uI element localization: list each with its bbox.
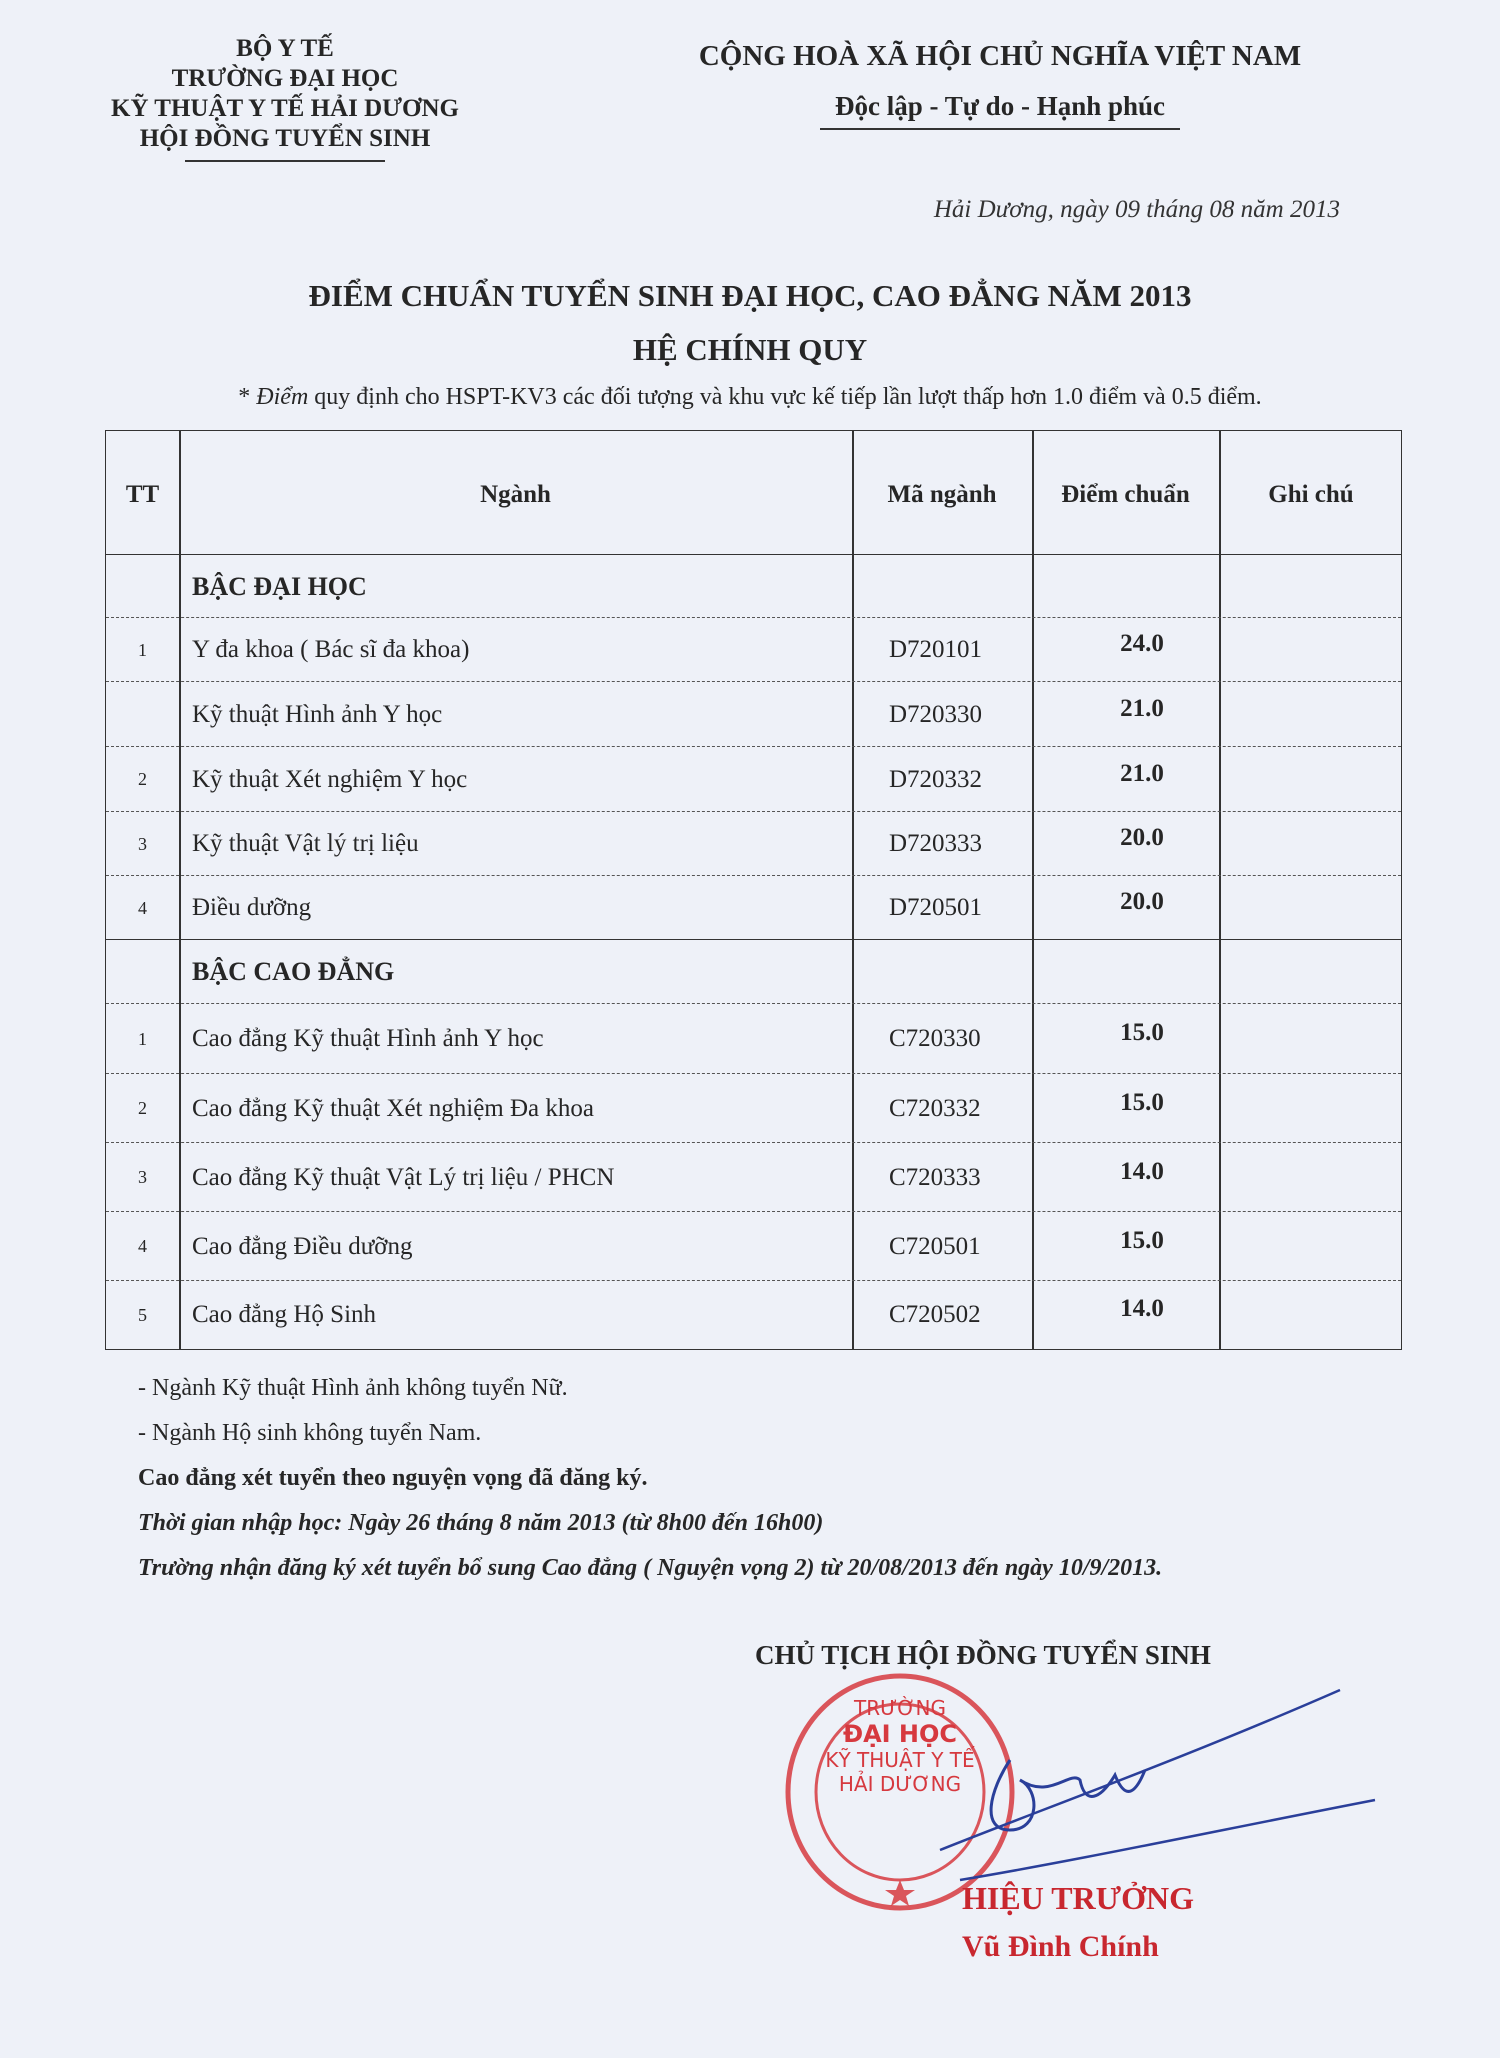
national-motto: Độc lập - Tự do - Hạnh phúc bbox=[834, 91, 1166, 121]
table-row bbox=[106, 1281, 1401, 1349]
note-supplementary-registration: Trường nhận đăng ký xét tuyển bổ sung Cao đẳng ( Nguyện vọng 2) từ 20/08/2013 đến ngày 10/9/2013. bbox=[138, 1555, 1163, 1581]
row-major: Cao đẳng Kỹ thuật Hình ảnh Y học bbox=[192, 1025, 544, 1052]
table-row bbox=[106, 876, 1401, 940]
table-row bbox=[106, 747, 1401, 812]
row-code: C720501 bbox=[889, 1232, 981, 1260]
section-title-cao-dang: BẬC CAO ĐẲNG bbox=[192, 957, 395, 986]
score-note-prefix: * bbox=[238, 384, 257, 410]
row-major: Cao đẳng Hộ Sinh bbox=[192, 1301, 377, 1328]
row-major: Điều dưỡng bbox=[192, 894, 312, 921]
score-note-emphasis: Điểm bbox=[256, 384, 309, 410]
section-title-dai-hoc: BẬC ĐẠI HỌC bbox=[192, 571, 367, 601]
signer-position: HIỆU TRƯỞNG bbox=[962, 1880, 1195, 1916]
score-note-text: quy định cho HSPT-KV3 các đối tượng và khu vực kế tiếp lần lượt thấp hơn 1.0 điểm và 0.5 điểm. bbox=[308, 384, 1262, 410]
row-major: Cao đẳng Kỹ thuật Xét nghiệm Đa khoa bbox=[192, 1094, 594, 1122]
row-code: C720333 bbox=[889, 1163, 981, 1191]
row-score: 15.0 bbox=[1120, 1226, 1164, 1254]
stamp-line3: KỸ THUẬT Y TẾ bbox=[825, 1748, 975, 1772]
row-score: 24.0 bbox=[1120, 630, 1164, 657]
row-code: C720502 bbox=[889, 1301, 981, 1328]
row-score: 21.0 bbox=[1120, 694, 1164, 722]
table-row bbox=[106, 812, 1401, 876]
header-ma-nganh: Mã ngành bbox=[887, 481, 997, 508]
row-code: D720332 bbox=[889, 765, 983, 793]
note-imaging-no-female: - Ngành Kỹ thuật Hình ảnh không tuyển Nữ. bbox=[138, 1375, 568, 1401]
stamp-line2: ĐẠI HỌC bbox=[842, 1720, 958, 1748]
row-score: 14.0 bbox=[1120, 1295, 1164, 1322]
row-score: 20.0 bbox=[1120, 888, 1164, 915]
issuer-school-line2: KỸ THUẬT Y TẾ HẢI DƯƠNG bbox=[111, 95, 459, 122]
row-tt: 2 bbox=[138, 769, 147, 789]
section-row-dai-hoc bbox=[106, 555, 1401, 618]
signature bbox=[920, 1680, 1380, 1890]
row-major: Kỹ thuật Vật lý trị liệu bbox=[192, 830, 419, 857]
stamp-line1: TRƯỜNG bbox=[854, 1696, 946, 1720]
row-tt: 1 bbox=[138, 1028, 147, 1049]
row-tt: 4 bbox=[138, 1236, 147, 1256]
footer-notes bbox=[138, 1366, 1438, 1591]
national-header bbox=[560, 38, 1440, 130]
row-code: D720101 bbox=[889, 636, 983, 663]
issuer-divider bbox=[185, 160, 385, 162]
table-row bbox=[106, 1212, 1401, 1281]
header-tt: TT bbox=[125, 481, 160, 508]
note-enrollment-time: Thời gian nhập học: Ngày 26 tháng 8 năm 2013 (từ 8h00 đến 16h00) bbox=[138, 1510, 824, 1536]
row-tt: 2 bbox=[138, 1098, 147, 1118]
row-tt: 1 bbox=[138, 639, 147, 660]
issuer-ministry: BỘ Y TẾ bbox=[236, 35, 334, 62]
row-tt: 4 bbox=[138, 897, 147, 918]
chair-title: CHỦ TỊCH HỘI ĐỒNG TUYỂN SINH bbox=[755, 1640, 1211, 1670]
header-diem-chuan: Điểm chuẩn bbox=[1061, 481, 1190, 508]
row-major: Kỹ thuật Hình ảnh Y học bbox=[192, 700, 443, 728]
row-major: Kỹ thuật Xét nghiệm Y học bbox=[192, 765, 468, 793]
row-major: Cao đẳng Kỹ thuật Vật Lý trị liệu / PHCN bbox=[192, 1163, 615, 1191]
table-header-row bbox=[106, 431, 1401, 555]
national-divider bbox=[820, 128, 1180, 130]
row-score: 15.0 bbox=[1120, 1019, 1164, 1046]
table-row bbox=[106, 1074, 1401, 1143]
document-subtitle: HỆ CHÍNH QUY bbox=[632, 332, 868, 367]
document-title: ĐIỂM CHUẨN TUYỂN SINH ĐẠI HỌC, CAO ĐẲNG NĂM 2013 bbox=[308, 278, 1192, 313]
issuer-header bbox=[70, 34, 500, 162]
issuer-school-line1: TRƯỜNG ĐẠI HỌC bbox=[171, 65, 399, 92]
section-row-cao-dang bbox=[106, 940, 1401, 1004]
stamp-line4: HẢI DƯƠNG bbox=[838, 1772, 962, 1796]
row-major: Cao đẳng Điều dưỡng bbox=[192, 1232, 413, 1260]
issuer-council: HỘI ĐỒNG TUYỂN SINH bbox=[139, 125, 431, 152]
national-title: CỘNG HOÀ XÃ HỘI CHỦ NGHĨA VIỆT NAM bbox=[698, 40, 1302, 72]
row-tt: 3 bbox=[138, 1167, 147, 1187]
row-tt: 5 bbox=[138, 1304, 147, 1325]
note-college-admission: Cao đẳng xét tuyển theo nguyện vọng đã đăng ký. bbox=[138, 1465, 648, 1491]
signer-name: Vũ Đình Chính bbox=[962, 1930, 1159, 1963]
document-date: Hải Dương, ngày 09 tháng 08 năm 2013 bbox=[933, 196, 1340, 223]
score-note bbox=[0, 384, 1500, 411]
admission-score-table bbox=[105, 430, 1402, 1350]
row-code: D720330 bbox=[889, 700, 983, 728]
table-row bbox=[106, 1004, 1401, 1074]
row-score: 15.0 bbox=[1120, 1088, 1164, 1116]
row-code: C720332 bbox=[889, 1094, 981, 1122]
row-code: D720333 bbox=[889, 830, 983, 857]
row-major: Y đa khoa ( Bác sĩ đa khoa) bbox=[192, 636, 470, 663]
row-tt: 3 bbox=[138, 833, 147, 854]
row-score: 14.0 bbox=[1120, 1157, 1164, 1185]
table-row bbox=[106, 618, 1401, 682]
header-nganh: Ngành bbox=[480, 481, 551, 508]
row-code: D720501 bbox=[889, 894, 983, 921]
table-row bbox=[106, 1143, 1401, 1212]
row-tt bbox=[106, 682, 179, 747]
header-ghi-chu: Ghi chú bbox=[1268, 481, 1354, 508]
row-score: 20.0 bbox=[1120, 824, 1164, 851]
table-row bbox=[106, 682, 1401, 747]
note-midwife-no-male: - Ngành Hộ sinh không tuyển Nam. bbox=[138, 1420, 482, 1446]
row-score: 21.0 bbox=[1120, 759, 1164, 787]
row-code: C720330 bbox=[889, 1025, 981, 1052]
